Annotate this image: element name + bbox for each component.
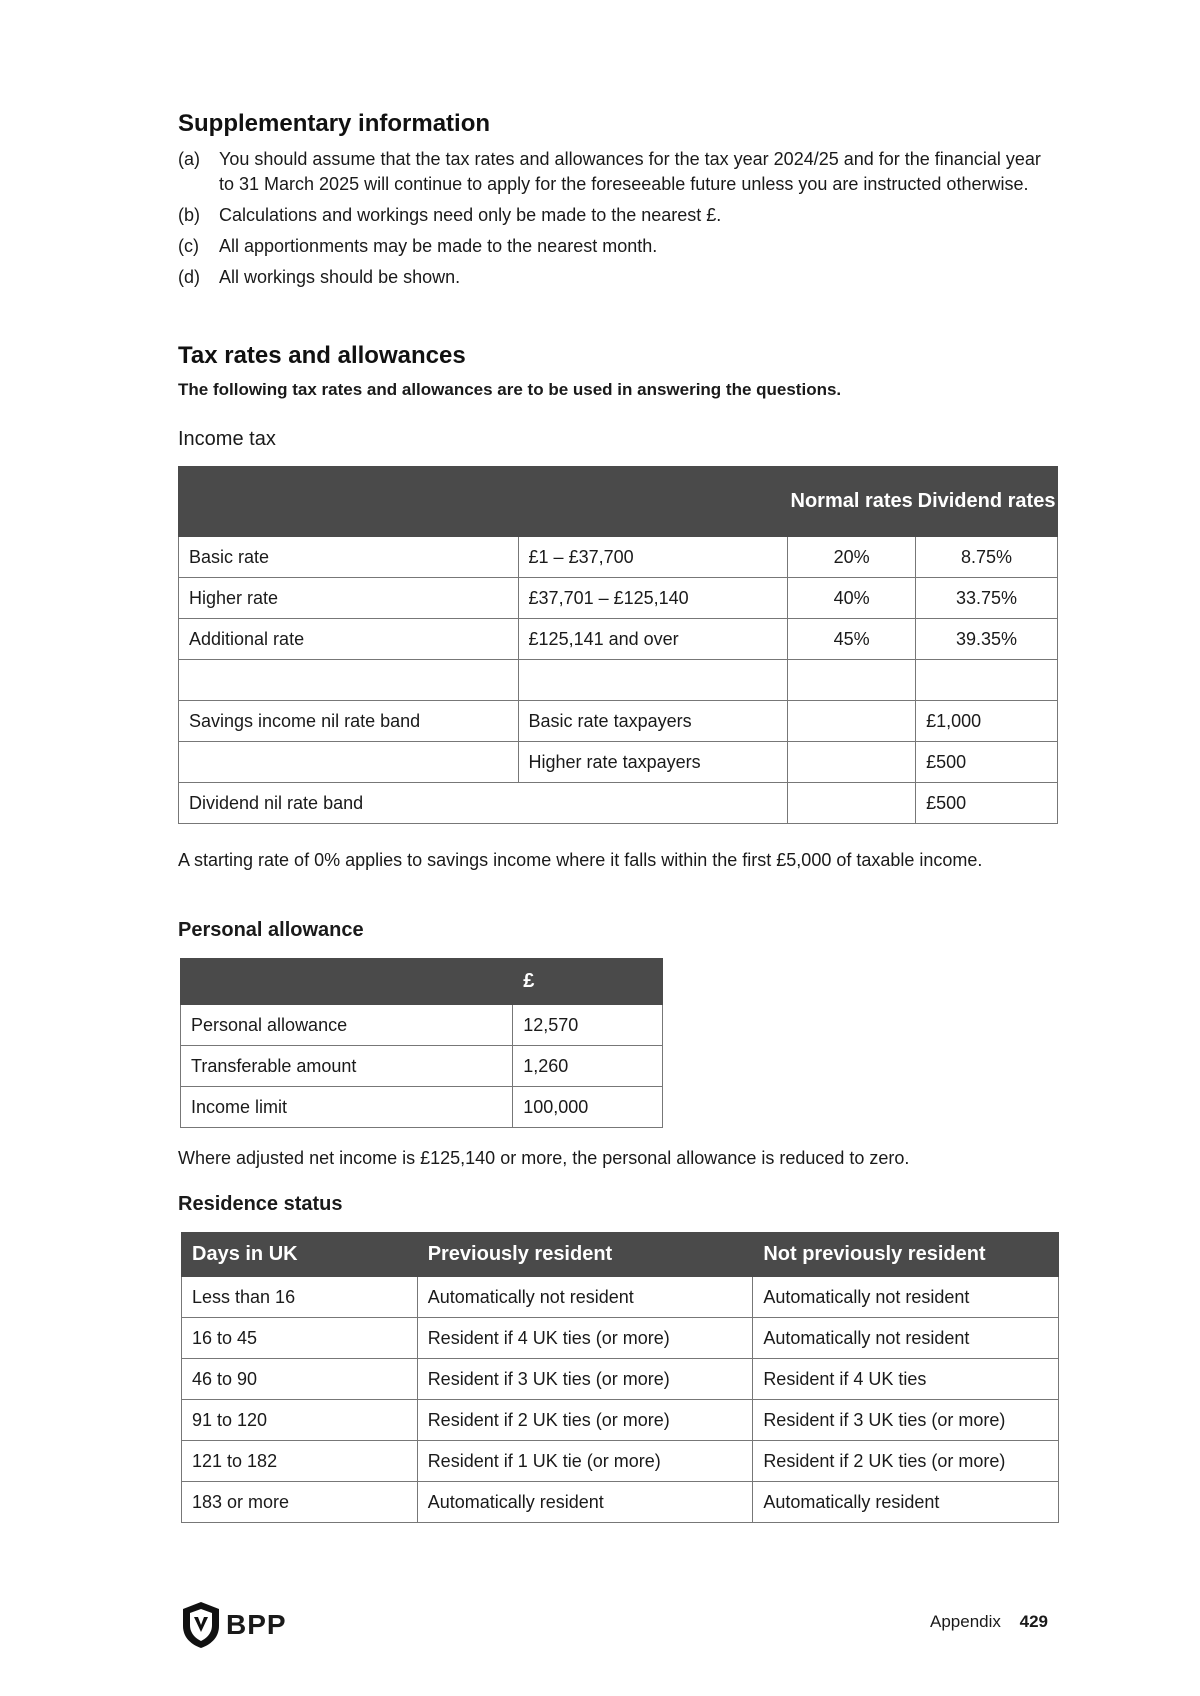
income-tax-table	[178, 466, 1058, 824]
starting-rate-note: A starting rate of 0% applies to savings income where it falls within the first £5,000 of taxable income.	[178, 850, 983, 870]
days-cell: 183 or more	[182, 1482, 418, 1523]
savings-basic-label: Basic rate taxpayers	[518, 701, 788, 742]
bpp-lion-icon	[180, 1600, 222, 1650]
rate-band: £125,141 and over	[518, 619, 788, 660]
rate-band: £37,701 – £125,140	[518, 578, 788, 619]
bpp-logo-text: BPP	[226, 1609, 287, 1640]
table-row	[179, 578, 1058, 619]
table-header-row	[181, 959, 663, 1005]
prev-cell: Resident if 1 UK tie (or more)	[417, 1441, 753, 1482]
table-row	[179, 537, 1058, 578]
not-previously-resident-header: Not previously resident	[753, 1233, 1059, 1277]
dividend-nil-band-label: Dividend nil rate band	[179, 783, 788, 824]
table-row	[182, 1441, 1059, 1482]
residence-table	[181, 1232, 1059, 1523]
table-row	[182, 1277, 1059, 1318]
days-header: Days in UK	[182, 1233, 418, 1277]
page-number: 429	[1019, 1612, 1048, 1631]
dividend-rate: 8.75%	[916, 537, 1058, 578]
table-row	[182, 1482, 1059, 1523]
table-header-row	[179, 467, 1058, 537]
prev-cell: Resident if 3 UK ties (or more)	[417, 1359, 753, 1400]
days-cell: 121 to 182	[182, 1441, 418, 1482]
normal-rate: 45%	[788, 619, 916, 660]
table-header-cell	[181, 959, 513, 1005]
previously-resident-header: Previously resident	[417, 1233, 753, 1277]
list-item-text: All apportionments may be made to the nearest month.	[219, 236, 658, 256]
footer-section: Appendix	[930, 1612, 1001, 1631]
savings-higher-value: £500	[916, 742, 1058, 783]
bpp-logo	[180, 1600, 287, 1650]
table-row	[181, 1005, 663, 1046]
table-row	[179, 619, 1058, 660]
empty-cell	[518, 660, 788, 701]
list-item-text: All workings should be shown.	[219, 267, 461, 287]
table-row	[181, 1087, 663, 1128]
days-cell: 46 to 90	[182, 1359, 418, 1400]
empty-cell	[788, 660, 916, 701]
dividend-rate: 39.35%	[916, 619, 1058, 660]
empty-cell	[179, 660, 519, 701]
notprev-cell: Resident if 3 UK ties (or more)	[753, 1400, 1059, 1441]
table-row-empty	[179, 660, 1058, 701]
list-item	[178, 234, 1058, 259]
list-item	[178, 265, 1058, 290]
table-row	[179, 783, 1058, 824]
list-item-text: You should assume that the tax rates and allowances for the tax year 2024/25 and for the financial year to 31 March 2025 will continue to apply for the foreseeable future unless you are instructed otherwise.	[219, 149, 1041, 194]
allowance-value: 1,260	[513, 1046, 663, 1087]
notprev-cell: Resident if 4 UK ties	[753, 1359, 1059, 1400]
supplementary-list	[178, 147, 1058, 296]
rate-label: Higher rate	[179, 578, 519, 619]
savings-nil-band-label: Savings income nil rate band	[179, 701, 519, 742]
allowance-label: Personal allowance	[181, 1005, 513, 1046]
rate-band: £1 – £37,700	[518, 537, 788, 578]
normal-rate: 40%	[788, 578, 916, 619]
page-footer	[930, 1612, 1048, 1632]
residence-heading: Residence status	[178, 1193, 343, 1215]
list-item-label: (b)	[178, 205, 200, 225]
income-tax-heading: Income tax	[178, 428, 276, 450]
table-row	[182, 1359, 1059, 1400]
list-item-label: (d)	[178, 267, 200, 287]
list-item-label: (a)	[178, 149, 200, 169]
days-cell: 16 to 45	[182, 1318, 418, 1359]
pound-header: £	[513, 959, 663, 1005]
empty-cell	[916, 660, 1058, 701]
table-row	[182, 1400, 1059, 1441]
empty-cell	[179, 742, 519, 783]
list-item	[178, 203, 1058, 228]
prev-cell: Automatically not resident	[417, 1277, 753, 1318]
notprev-cell: Resident if 2 UK ties (or more)	[753, 1441, 1059, 1482]
tax-rates-intro: The following tax rates and allowances are to be used in answering the questions.	[178, 380, 842, 399]
tax-rates-heading: Tax rates and allowances	[178, 342, 466, 369]
table-row	[181, 1046, 663, 1087]
list-item-label: (c)	[178, 236, 199, 256]
notprev-cell: Automatically resident	[753, 1482, 1059, 1523]
normal-rate: 20%	[788, 537, 916, 578]
days-cell: Less than 16	[182, 1277, 418, 1318]
prev-cell: Automatically resident	[417, 1482, 753, 1523]
table-row	[179, 742, 1058, 783]
rate-label: Additional rate	[179, 619, 519, 660]
dividend-rates-header: Dividend rates	[916, 467, 1058, 537]
table-header-cell	[518, 467, 788, 537]
allowance-reduction-note: Where adjusted net income is £125,140 or more, the personal allowance is reduced to zero.	[178, 1148, 910, 1168]
list-item-text: Calculations and workings need only be made to the nearest £.	[219, 205, 722, 225]
table-header-row	[182, 1233, 1059, 1277]
prev-cell: Resident if 4 UK ties (or more)	[417, 1318, 753, 1359]
empty-cell	[788, 701, 916, 742]
dividend-nil-band-value: £500	[916, 783, 1058, 824]
savings-basic-value: £1,000	[916, 701, 1058, 742]
personal-allowance-table	[180, 958, 663, 1128]
rate-label: Basic rate	[179, 537, 519, 578]
personal-allowance-heading: Personal allowance	[178, 919, 364, 941]
allowance-value: 12,570	[513, 1005, 663, 1046]
table-row	[179, 701, 1058, 742]
allowance-label: Income limit	[181, 1087, 513, 1128]
savings-higher-label: Higher rate taxpayers	[518, 742, 788, 783]
table-row	[182, 1318, 1059, 1359]
notprev-cell: Automatically not resident	[753, 1318, 1059, 1359]
dividend-rate: 33.75%	[916, 578, 1058, 619]
supplementary-heading: Supplementary information	[178, 110, 491, 137]
normal-rates-header: Normal rates	[788, 467, 916, 537]
empty-cell	[788, 742, 916, 783]
prev-cell: Resident if 2 UK ties (or more)	[417, 1400, 753, 1441]
allowance-value: 100,000	[513, 1087, 663, 1128]
notprev-cell: Automatically not resident	[753, 1277, 1059, 1318]
days-cell: 91 to 120	[182, 1400, 418, 1441]
table-header-cell	[179, 467, 519, 537]
empty-cell	[788, 783, 916, 824]
list-item	[178, 147, 1058, 197]
allowance-label: Transferable amount	[181, 1046, 513, 1087]
